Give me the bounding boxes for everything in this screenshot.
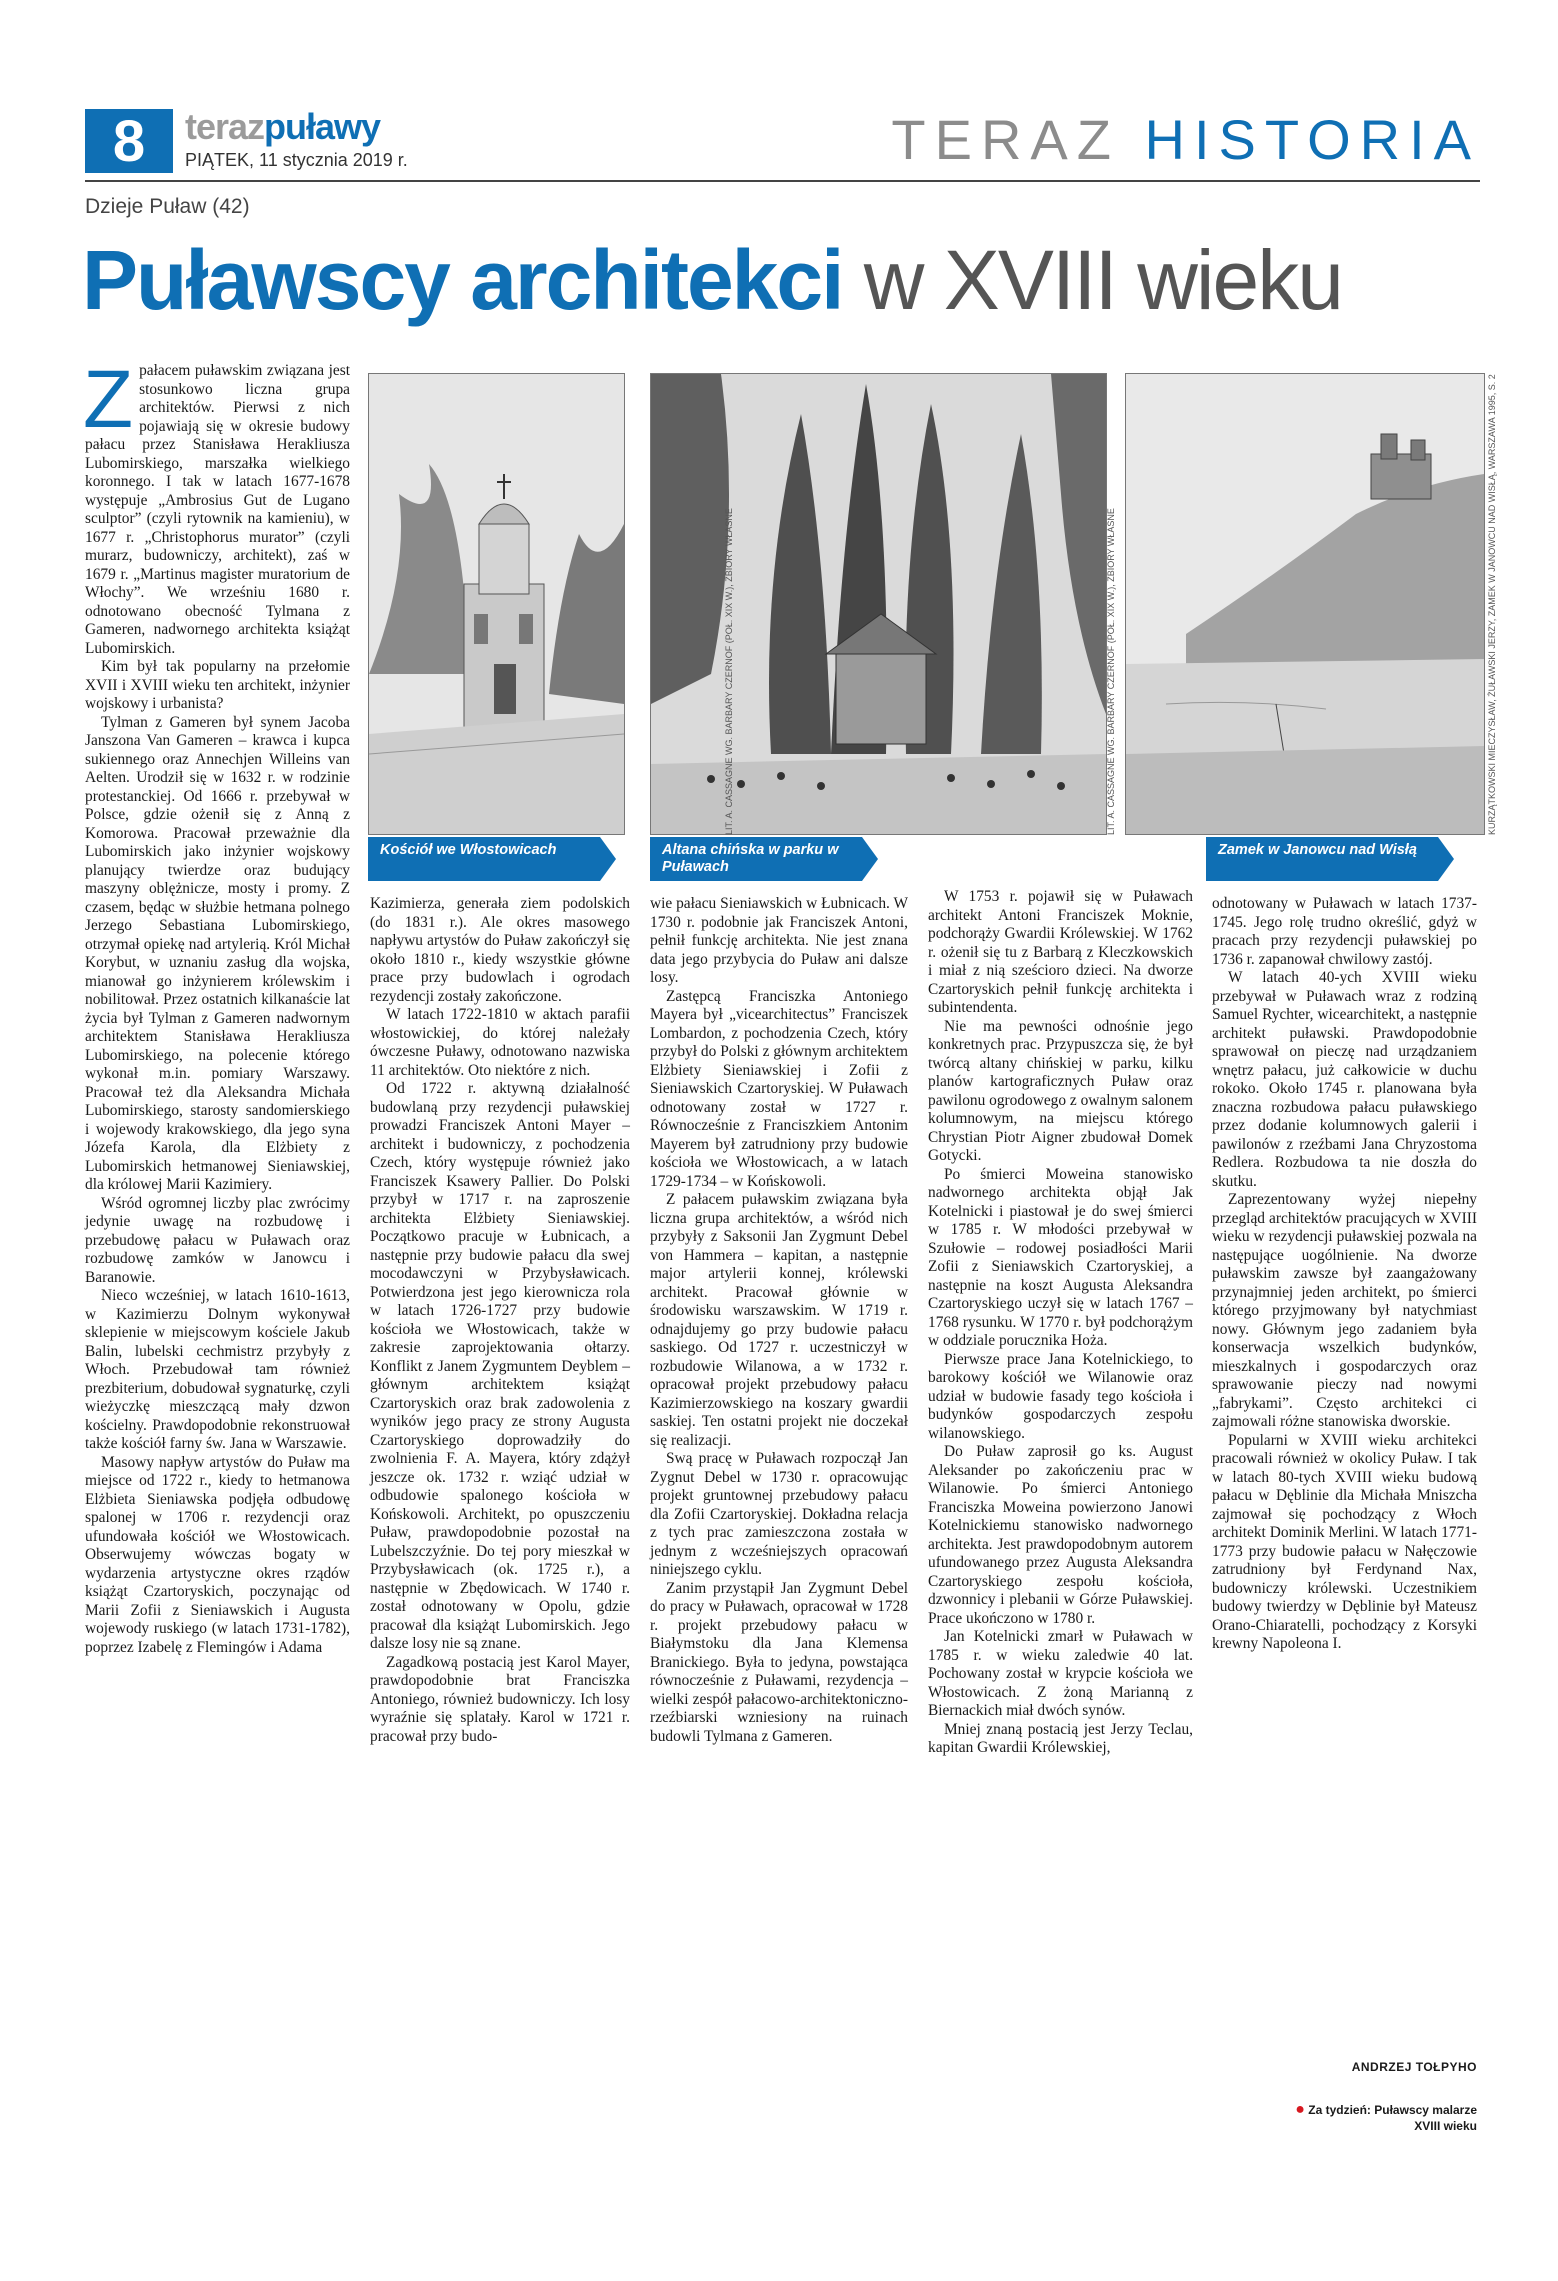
paragraph: Kazimierza, generała ziem podolskich (do 1831 r.). Ale okres masowego napływu artystów do Puław zakończył się około 1810 r., kiedy wszystkie główne prace przy budowlach i ogrodach rezydencji zostały zakończone. (370, 895, 630, 1005)
photo-credit: LIT. A. CASSAGNE WG. BARBARY CZERNOF (POŁ. XIX W.), ZBIORY WŁASNE (724, 508, 734, 835)
paragraph: Nieco wcześniej, w latach 1610-1613, w Kazimierzu Dolnym wykonywał sklepienie w miejscowym kościele Jakub Balin, lubelski cechmistrz przybyły z Włoch. Przebudował tam również prezbiterium, dobudował sygnaturkę, czyli wieżyczkę mieszczącą mały dzwon kościelny. Prawdopodobnie rekonstruował także kościół farny św. Jana w Warszawie. (85, 1287, 350, 1452)
paragraph: W latach 1722-1810 w aktach parafii włostowickiej, do której należały ówczesne Puławy, odnotowano nazwiska 11 architektów. Oto niektóre z nich. (370, 1006, 630, 1079)
paragraph: Masowy napływ artystów do Puław ma miejsce od 1722 r., kiedy to hetmanowa Elżbieta Sieniawska podjęła odbudowę spalonej w 1706 r. rezydencji oraz ufundowała kościół we Włostowicach. Obserwujemy wówczas bogaty w wydarzenia artystyczne okres rządów książąt Czartoryskich, poczynając od Marii Zofii z Sieniawskich i Augusta wojewody ruskiego (w latach 1731-1782), poprzez Izabelę z Flemingów i Adama (85, 1453, 350, 1656)
page-header (85, 102, 1480, 182)
paragraph: Zanim przystąpił Jan Zygmunt Debel do pracy w Puławach, opracował w 1728 r. projekt przebudowy pałacu w Białymstoku dla Jana Klemensa Branickiego. Była to jedyna, powstająca równocześnie z Puławami, rezydencja – wielki zespół pałacowo-architektoniczno-rzeźbiarski wzniesiony na ruinach budowli Tylmana z Gameren. (650, 1579, 908, 1745)
next-week-teaser: ● Za tydzień: Puławscy malarze XVIII wieku (1295, 2101, 1477, 2133)
drop-cap: Z (83, 354, 134, 445)
photo-caption: Kościół we Włostowicach (368, 837, 600, 881)
paragraph: Zaprezentowany wyżej niepełny przegląd architektów pracujących w XVIII wieku w rezydencji puławskiej pozwala na następujące uogólnienie. Na dworze puławskim zawsze był zaangażowany przynajmniej jeden architekt, po śmierci którego przyjmowany był natychmiast nowy. Głównym jego zadaniem była konserwacja wszelkich budynków, mieszkalnych i gospodarczych oraz sprawowanie pieczy nad nowymi „fabrykami”. Często architekci ci zajmowali różne stanowiska dworskie. (1212, 1191, 1477, 1430)
pavilion-engraving (651, 374, 1106, 834)
paragraph: Zagadkową postacią jest Karol Mayer, prawdopodobnie brat Franciszka Antoniego, również budowniczy. Ich losy wyraźnie się splatały. Karol w 1721 r. pracował przy budo- (370, 1653, 630, 1745)
photo-caption: Altana chińska w parku w Puławach (650, 837, 862, 881)
bullet-icon: ● (1295, 2101, 1305, 2118)
paragraph: Zastępcą Franciszka Antoniego Mayera był „vicearchitectus” Franciszek Lombardon, z pochodzenia Czech, który przybył do Polski z głównym architektem Elżbiety Sieniawskiej i Zofii z Sieniawskich Czartoryskiej. W Puławach odnotowany został w 1727 r. Równocześnie z Franciszkiem Antonim Mayerem był zatrudniony przy budowie kościoła we Włostowicach, a w latach 1729-1734 – w Końskowoli. (650, 987, 908, 1190)
paragraph: Mniej znaną postacią jest Jerzy Teclau, kapitan Gwardii Królewskiej, (928, 1720, 1193, 1756)
paragraph: Od 1722 r. aktywną działalność budowlaną przy rezydencji puławskiej prowadzi Franciszek Antoni Mayer – architekt i budowniczy, z pochodzenia Czech, który występuje również jako Franciszek Ksawery Pallier. Do Polski przybył w 1717 r. na zaproszenie architekta Elżbiety Sieniawskiej. Początkowo pracuje w Łubnicach, a następnie przy budowie pałacu dla swej mocodawczyni w Przybysławicach. Potwierdzona jest jego kierownicza rola w latach 1726-1727 przy budowie kościoła we Włostowicach, także w zakresie zaprojektowania ołtarzy. Konflikt z Janem Zygmuntem Deyblem – głównym architektem książąt Czartoryskich oraz brak zadowolenia z wyników jego pracy ze strony Augusta Czartoryskiego doprowadziły do zwolnienia F. A. Mayera, który zdążył jeszcze ok. 1732 r. wziąć udział w odbudowie spalonego kościoła w Końskowoli. Architekt, po opuszczeniu Puław, prawdopodobnie pozostał na Lubelszczyźnie. Do tej pory mieszkał w Przybysławicach (ok. 1725 r.), a następnie w Zbędowicach. W 1740 r. został odnotowany w Opolu, gdzie pracował dla książąt Lubomirskich. Jego dalsze losy nie są znane. (370, 1080, 630, 1652)
paragraph: wie pałacu Sieniawskich w Łubnicach. W 1730 r. podobnie jak Franciszek Antoni, pełnił funkcję architekta. Nie jest znana data jego przybycia do Puław ani dalsze losy. (650, 895, 908, 986)
article-column-2 (370, 895, 630, 1746)
photo-pavilion (650, 373, 1107, 835)
brand-logo: terazpuławy (185, 106, 381, 147)
page-number: 8 (85, 109, 173, 173)
paragraph: Wśród ogromnej liczby plac zwrócimy jedynie uwagę na rozbudowę i przebudowę pałacu w Puławach oraz rozbudowę zamków w Janowcu i Baranowie. (85, 1194, 350, 1286)
paragraph: Popularni w XVIII wieku architekci pracowali również w okolicy Puław. I tak w latach 80-tych XVIII wieku budową pałacu w Dęblinie dla Michała Mniszcha zajmował się pochodzący z Włoch architekt Dominik Merlini. W latach 1771-1773 przy budowie pałacu w Nałęczowie zatrudniony był Ferdynand Nax, budowniczy królewski. Uczestnikiem budowy twierdzy w Dęblinie był Mateusz Orano-Chiaratelli, pochodzący z Korsyki krewny Napoleona I. (1212, 1431, 1477, 1652)
photo-credit: KURZĄTKOWSKI MIECZYSŁAW, ŻUŁAWSKI JERZY, ZAMEK W JANOWCU NAD WISŁĄ, WARSZAWA 1995, S. 2 (1487, 374, 1497, 835)
series-label: Dzieje Puław (42) (85, 195, 250, 218)
publication-date: PIĄTEK, 11 stycznia 2019 r. (185, 150, 408, 170)
paragraph: odnotowany w Puławach w latach 1737-1745. Jego rolę trudno określić, gdyż w pracach przy rezydencji puławskiej po 1736 r. zapanował chwilowy zastój. (1212, 895, 1477, 968)
paragraph: Pierwsze prace Jana Kotelnickiego, to barokowy kościół we Wilanowie oraz udział w budowie fasady tego kościoła i budynków gospodarczych zespołu wilanowskiego. (928, 1350, 1193, 1442)
paragraph: Nie ma pewności odnośnie jego konkretnych prac. Przypuszcza się, że był twórcą altany chińskiej w parku, kilku planów kartograficznych Puław oraz pawilonu ogrodowego z owalnym salonem kolumnowym, na miejscu którego Chrystian Piotr Aigner zbudował Domek Gotycki. (928, 1017, 1194, 1164)
paragraph: Kim był tak popularny na przełomie XVII i XVIII wieku ten architekt, inżynier wojskowy i urbanista? (85, 658, 350, 712)
photo-credit: LIT. A. CASSAGNE WG. BARBARY CZERNOF (POŁ. XIX W.), ZBIORY WŁASNE (1106, 508, 1116, 835)
paragraph: Z pałacem puławskim związana była liczna grupa architektów, a wśród nich przybyły z Saksonii Jan Zygmunt Debel von Hammera – kapitan, a następnie major artylerii konnej, królewski architekt. Pracował głównie w środowisku warszawskim. W 1719 r. odnajdujemy go przy budowie pałacu saskiego. Od 1727 r. uczestniczył w rozbudowie Wilanowa, a w 1732 r. opracował projekt przebudowy pałacu Kazimierzowskiego na koszary gwardii saskiej. Ten ostatni projekt nie doczekał się realizacji. (650, 1191, 908, 1449)
photo-church (368, 373, 625, 835)
section-title: TERAZ HISTORIA (891, 108, 1480, 171)
photo-castle (1125, 373, 1485, 835)
paragraph: Do Puław zaprosił go ks. August Aleksander po zakończeniu prac w Wilanowie. Po śmierci Antoniego Franciszka Moweina powierzono Janowi Kotelnickiemu stanowisko nadwornego architekta. Jest prawdopodobnym autorem ufundowanego przez Augusta Aleksandra Czartoryskiego zespołu kościoła, dzwonnicy i plebanii w Górze Puławskiej. Prace ukończono w 1780 r. (928, 1443, 1193, 1627)
paragraph: Jan Kotelnicki zmarł w Puławach w 1785 r. w wieku zaledwie 40 lat. Pochowany został w krypcie kościoła we Włostowicach. Z żoną Marianną z Biernackich miał dwóch synów. (928, 1628, 1193, 1719)
church-engraving (369, 374, 624, 834)
paragraph: W 1753 r. pojawił się w Puławach architekt Antoni Franciszek Moknie, podchorąży Gwardii Królewskiej. W 1762 r. ożenił się tu z Barbarą z Kleczkowskich i miał z nią sześcioro dzieci. Na dworze Czartoryskich pełnił funkcję architekta i subintendenta. (928, 888, 1193, 1016)
castle-engraving (1126, 374, 1484, 834)
article-column-1 (83, 354, 350, 1657)
paragraph: W latach 40-ych XVIII wieku przebywał w Puławach wraz z rodziną Samuel Rychter, wicearchitekt, a następnie architekt puławski. Prawdopodobnie sprawował on pieczę nad urządzaniem wnętrz pałacu, już całkowicie w duchu rokoko. Około 1745 r. planowana była znaczna rozbudowa pałacu puławskiego przez dodanie kolumnowych galerii i pawilonów z rzeźbami Jana Chryzostoma Redlera. Rozbudowa ta nie doszła do skutku. (1212, 969, 1477, 1190)
article-column-5 (1212, 895, 1477, 1654)
paragraph: Swą pracę w Puławach rozpoczął Jan Zygnut Debel w 1730 r. opracowując projekt gruntownej przebudowy pałacu dla Zofii Czartoryskiej. Dokładna relacja z tych prac zamieszczona została w jednym z wcześniejszych opracowań niniejszego cyklu. (650, 1450, 908, 1578)
photo-caption: Zamek w Janowcu nad Wisłą (1206, 837, 1438, 881)
headline: Puławscy architekci w XVIII wieku (82, 233, 1342, 327)
paragraph: Tylman z Gameren był synem Jacoba Janszona Van Gameren – krawca i kupca sukiennego oraz Annechjen Willeins van Aelten. Urodził się w 1632 r. w rodzinie protestanckiej. Od 1666 r. przebywał w Polsce, gdzie ożenił się z Anną z Komorowa. Pracował przeważnie dla Lubomirskich jako inżynier wojskowy planujący twierdze oraz budujący maszyny oblężnicze, mosty i promy. Z czasem, będąc w służbie hetmana polnego Jerzego Sebastiana Lubomirskiego, otrzymał opiekę nad artylerią. Król Michał Korybut, w uznaniu zasług dla wojska, mianował go inżynierem królewskim i nobilitował. Przez ostatnich kilkanaście lat życia był Tylman z Gameren nadwornym architektem Stanisława Herakliusza Lubomirskiego, na polecenie którego wykonał m.in. pomiary Warszawy. Pracował też dla Aleksandra Michała Lubomirskiego, starosty sandomierskiego i wojewody krakowskiego, dla jego syna Józefa Karola, dla Elżbiety z Lubomirskich hetmanowej Sieniawskiej, dla królowej Marii Kazimiery. (85, 713, 350, 1193)
paragraph: Po śmierci Moweina stanowisko nadwornego architekta objął Jak Kotelnicki i piastował je do swej śmierci w 1785 r. W młodości przebywał w Szułowie – rodowej posiadłości Marii Zofii z Sieniawskich Czartoryskiej, a następnie na koszt Augusta Aleksandra Czartoryskiego uczył się w latach 1767 – 1768 rysunku. W 1770 r. był podchorążym w oddziale porucznika Hoża. (928, 1165, 1193, 1349)
paragraph: pałacem puławskim związana jest stosunkowo liczna grupa architektów. Pierwsi z nich pojawiają się w okresie budowy pałacu przez Stanisława Herakliusza Lubomirskiego, marszałka wielkiego koronnego. I tak w latach 1677-1678 występuje „Ambrosius Gut de Lugano sculptor” (czyli rytownik na kamieniu), w 1677 r. „Christophorus murator” (czyli murarz, budowniczy, architekt), zaś w 1679 r. „Martinus magister muratorium de Włochy”. We wrześniu 1680 r. odnotowano obecność Tylmana z Gameren, nadwornego architekta książąt Lubomirskich. (85, 362, 350, 657)
author-byline: ANDRZEJ TOŁPYHO (1351, 2060, 1477, 2074)
article-column-3 (650, 895, 908, 1746)
header-rule (85, 180, 1480, 182)
article-column-4 (928, 888, 1193, 1758)
